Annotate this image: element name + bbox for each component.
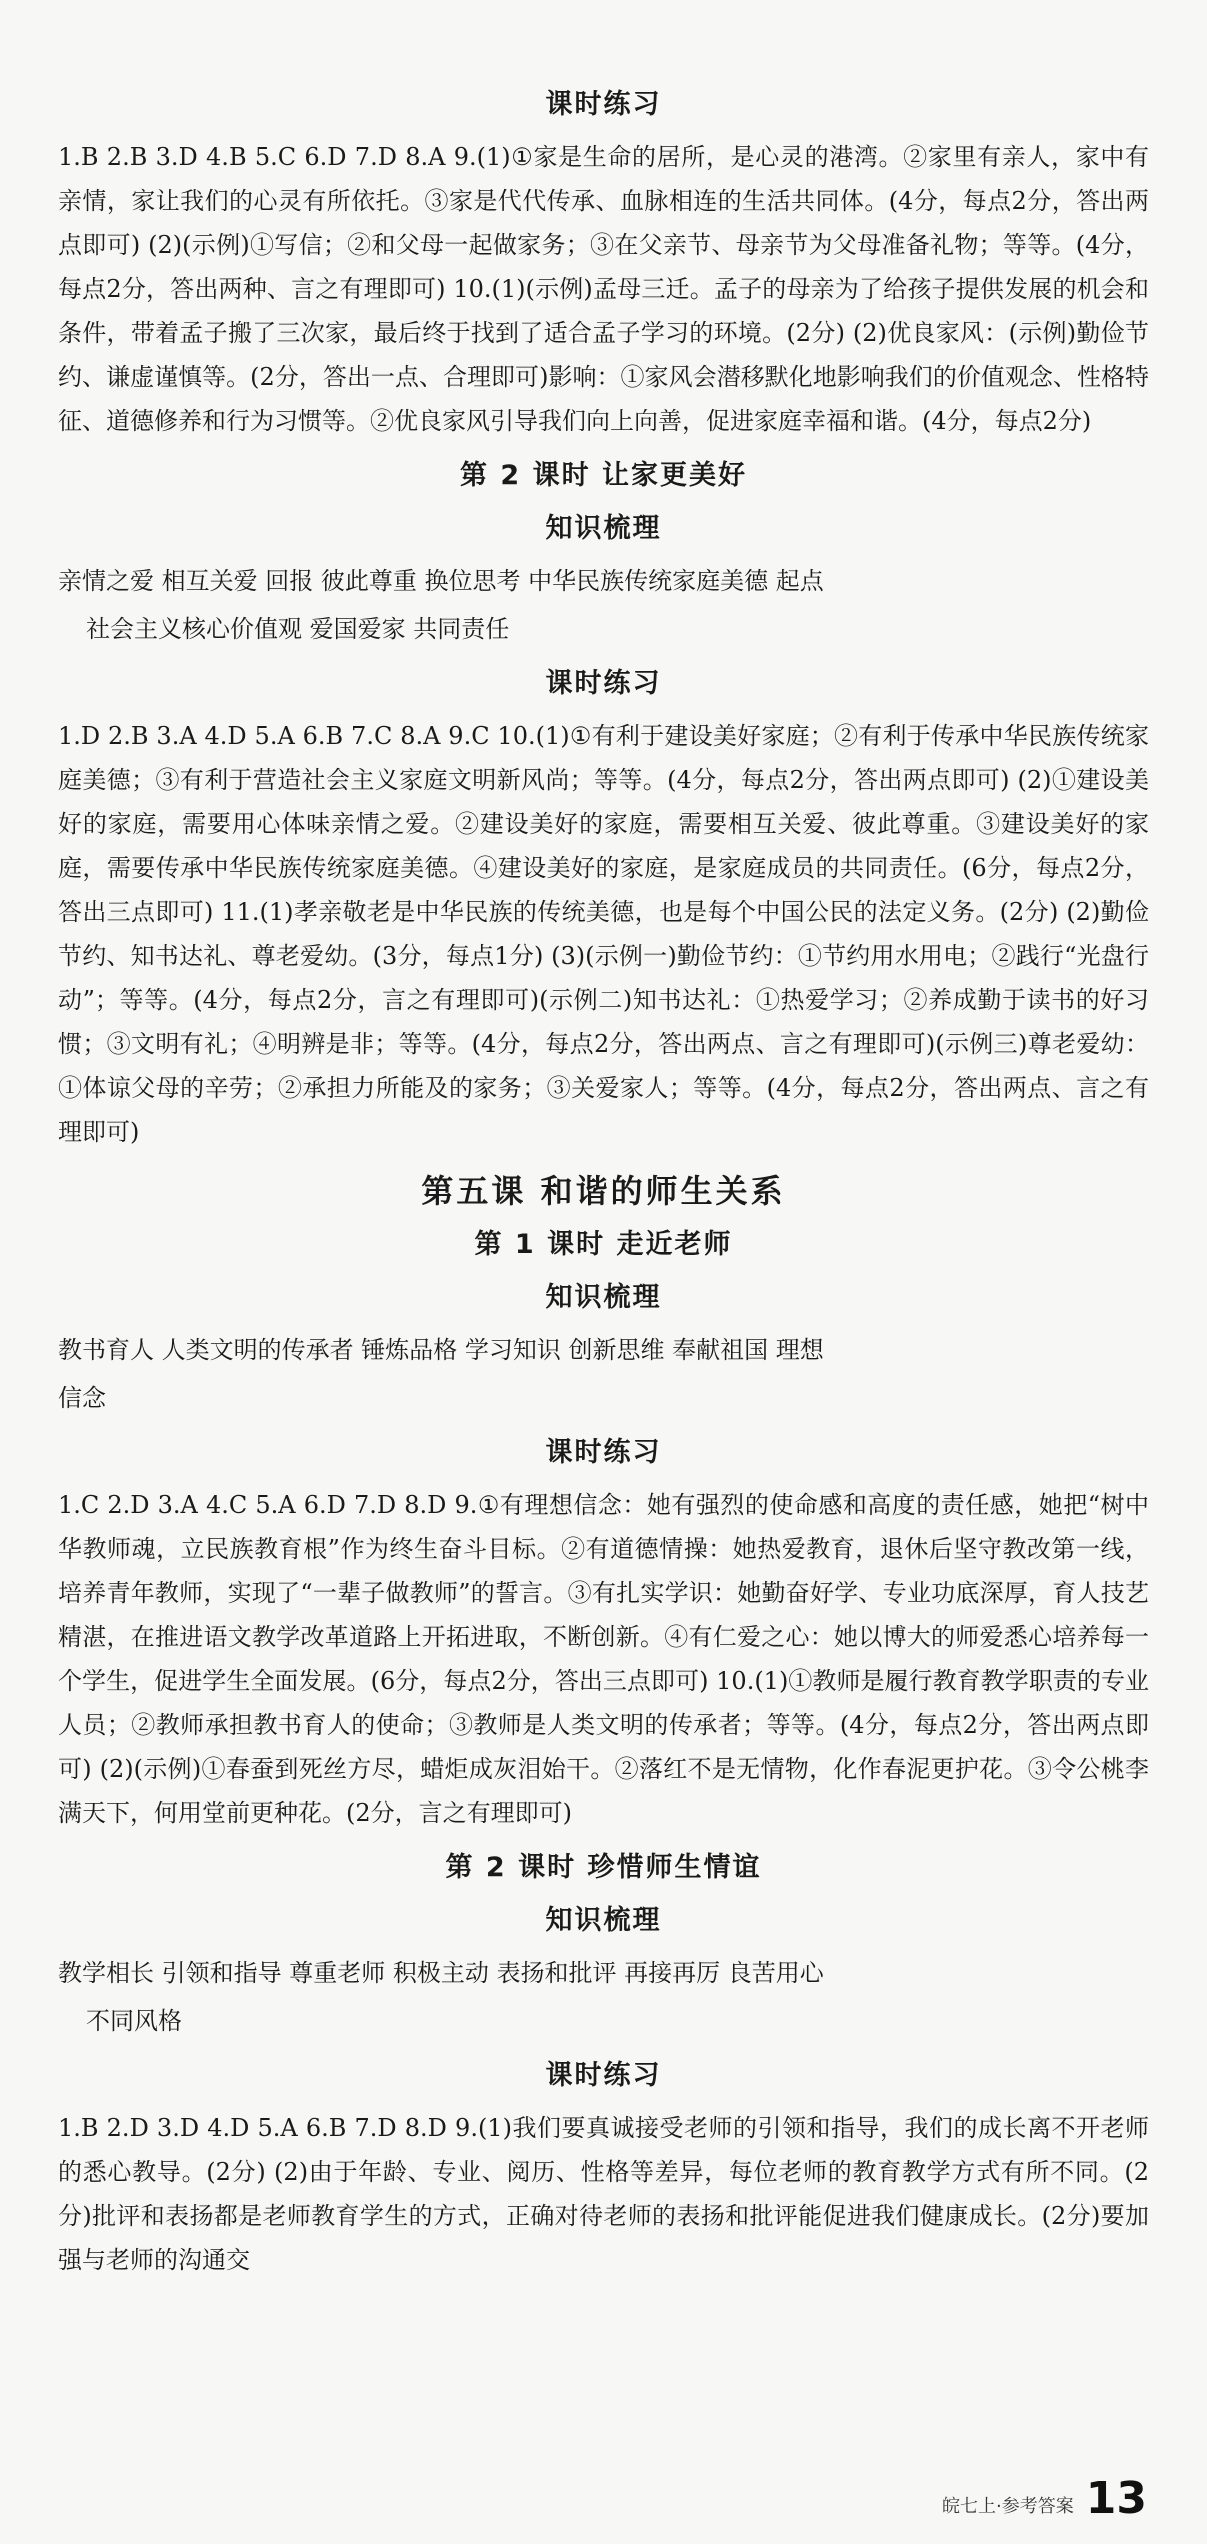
knowledge-keywords-cont: 不同风格	[86, 2007, 182, 2035]
practice-answers-paragraph: 1.C 2.D 3.A 4.C 5.A 6.D 7.D 8.D 9.①有理想信念：她有强烈的使命感和高度的责任感，她把“树中华教师魂，立民族教育根”作为终生奋斗目标。②有道德情操：她热爱教育，退休后坚守教改第一线，培养青年教师，实现了“一辈子做教师”的誓言。③有扎实学识：她勤奋好学、专业功底深厚，育人技艺精湛，在推进语文教学改革道路上开拓进取，不断创新。④有仁爱之心：她以博大的师爱悉心培养每一个学生，促进学生全面发展。(6分，每点2分，答出三点即可) 10.(1)①教师是履行教育教学职责的专业人员；②教师承担教书育人的使命；③教师是人类文明的传承者；等等。(4分，每点2分，答出两点即可) (2)(示例)①春蚕到死丝方尽，蜡炬成灰泪始干。②落红不是无情物，化作春泥更护花。③令公桃李满天下，何用堂前更种花。(2分，言之有理即可)	[58, 1491, 1149, 1827]
lesson-5-title: 第五课 和谐的师生关系	[421, 1172, 786, 1210]
footer-label: 皖七上·参考答案	[942, 2496, 1074, 2517]
lesson-5-2-title: 第 2 课时 珍惜师生情谊	[445, 1852, 762, 1883]
section-heading-knowledge: 知识梳理	[545, 1905, 662, 1936]
practice-answers-paragraph: 1.B 2.B 3.D 4.B 5.C 6.D 7.D 8.A 9.(1)①家是生命的居所，是心灵的港湾。②家里有亲人，家中有亲情，家让我们的心灵有所依托。③家是代代传承、血脉相连的生活共同体。(4分，每点2分，答出两点即可) (2)(示例)①写信；②和父母一起做家务；③在父亲节、母亲节为父母准备礼物；等等。(4分，每点2分，答出两种、言之有理即可) 10.(1)(示例)孟母三迁。孟子的母亲为了给孩子提供发展的机会和条件，带着孟子搬了三次家，最后终于找到了适合孟子学习的环境。(2分) (2)优良家风：(示例)勤俭节约、谦虚谨慎等。(2分，答出一点、合理即可)影响：①家风会潜移默化地影响我们的价值观念、性格特征、道德修养和行为习惯等。②优良家风引导我们向上向善，促进家庭幸福和谐。(4分，每点2分)	[58, 143, 1149, 435]
lesson-5-1-title: 第 1 课时 走近老师	[474, 1229, 733, 1260]
knowledge-keywords: 教书育人 人类文明的传承者 锤炼品格 学习知识 创新思维 奉献祖国 理想	[58, 1336, 824, 1364]
lesson-2-title: 第 2 课时 让家更美好	[460, 460, 747, 491]
page-footer	[942, 2473, 1147, 2524]
section-heading-practice: 课时练习	[545, 668, 662, 699]
knowledge-keywords: 教学相长 引领和指导 尊重老师 积极主动 表扬和批评 再接再厉 良苦用心	[58, 1959, 824, 1987]
knowledge-keywords-cont: 社会主义核心价值观 爱国爱家 共同责任	[86, 615, 510, 643]
section-heading-practice: 课时练习	[545, 1437, 662, 1468]
knowledge-keywords-cont: 信念	[58, 1384, 106, 1412]
section-heading-knowledge: 知识梳理	[545, 1282, 662, 1313]
practice-answers-paragraph: 1.B 2.D 3.D 4.D 5.A 6.B 7.D 8.D 9.(1)我们要真诚接受老师的引领和指导，我们的成长离不开老师的悉心教导。(2分) (2)由于年龄、专业、阅历、性格等差异，每位老师的教育教学方式有所不同。(2分)批评和表扬都是老师教育学生的方式，正确对待老师的表扬和批评能促进我们健康成长。(2分)要加强与老师的沟通交	[58, 2114, 1149, 2274]
page-number: 13	[1085, 2473, 1147, 2524]
section-heading-practice: 课时练习	[545, 89, 662, 120]
section-heading-knowledge: 知识梳理	[545, 513, 662, 544]
knowledge-keywords: 亲情之爱 相互关爱 回报 彼此尊重 换位思考 中华民族传统家庭美德 起点	[58, 567, 824, 595]
practice-answers-paragraph: 1.D 2.B 3.A 4.D 5.A 6.B 7.C 8.A 9.C 10.(1)①有利于建设美好家庭；②有利于传承中华民族传统家庭美德；③有利于营造社会主义家庭文明新风尚；等等。(4分，每点2分，答出两点即可) (2)①建设美好的家庭，需要用心体味亲情之爱。②建设美好的家庭，需要相互关爱、彼此尊重。③建设美好的家庭，需要传承中华民族传统家庭美德。④建设美好的家庭，是家庭成员的共同责任。(6分，每点2分，答出三点即可) 11.(1)孝亲敬老是中华民族的传统美德，也是每个中国公民的法定义务。(2分) (2)勤俭节约、知书达礼、尊老爱幼。(3分，每点1分) (3)(示例一)勤俭节约：①节约用水用电；②践行“光盘行动”；等等。(4分，每点2分，言之有理即可)(示例二)知书达礼：①热爱学习；②养成勤于读书的好习惯；③文明有礼；④明辨是非；等等。(4分，每点2分，答出两点、言之有理即可)(示例三)尊老爱幼：①体谅父母的辛劳；②承担力所能及的家务；③关爱家人；等等。(4分，每点2分，答出两点、言之有理即可)	[58, 722, 1149, 1146]
section-heading-practice: 课时练习	[545, 2060, 662, 2091]
